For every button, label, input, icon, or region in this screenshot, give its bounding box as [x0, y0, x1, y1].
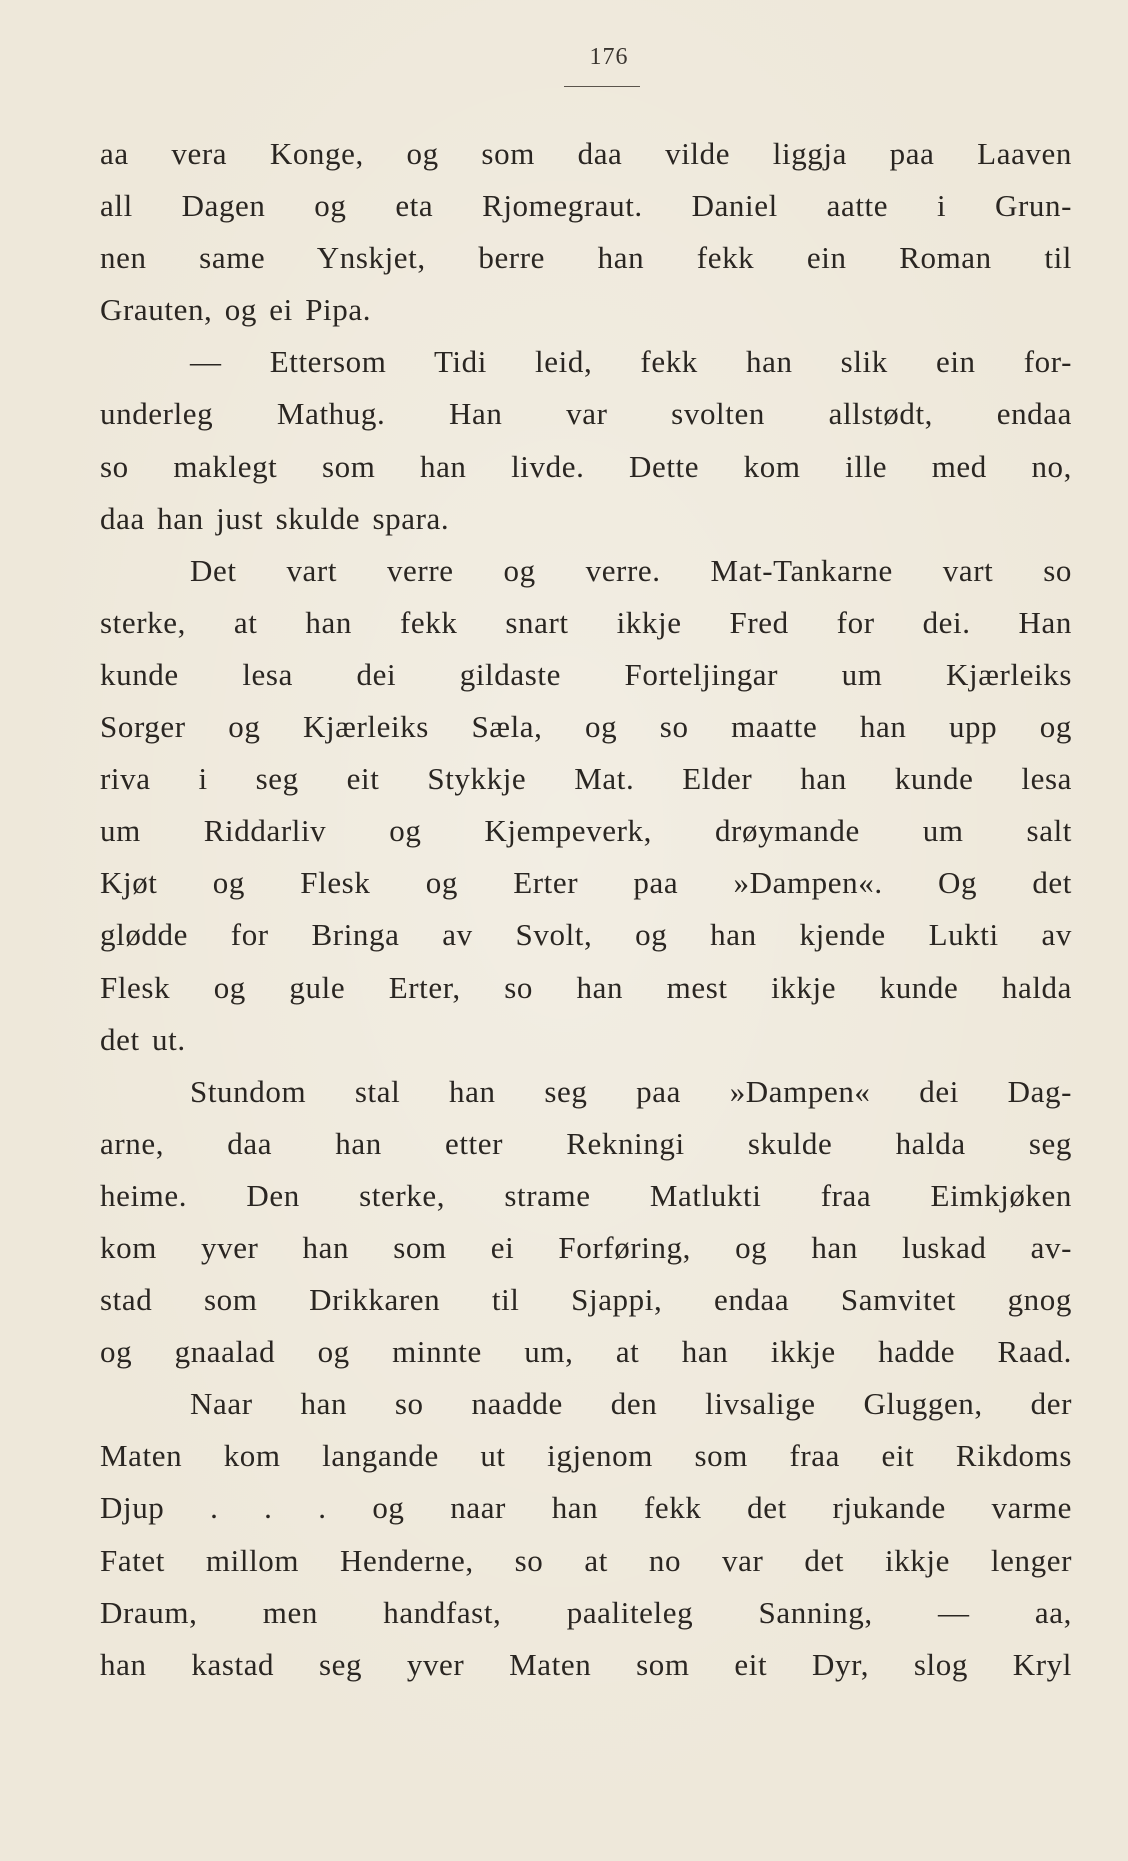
text-line: Djup . . . og naar han fekk det rjukande varme [100, 1490, 1072, 1526]
text-line: daa han just skulde spara. [100, 500, 450, 536]
text-line: Fatet millom Henderne, so at no var det ikkje lenger [100, 1542, 1072, 1578]
text-line: Naar han so naadde den livsalige Gluggen, der [190, 1386, 1072, 1422]
text-line: arne, daa han etter Rekningi skulde halda seg [100, 1125, 1072, 1161]
text-line: stad som Drikkaren til Sjappi, endaa Samvitet gnog [100, 1282, 1072, 1318]
text-line: Draum, men handfast, paaliteleg Sanning, — aa, [100, 1594, 1072, 1630]
text-line: Stundom stal han seg paa »Dampen« dei Dag- [190, 1073, 1072, 1109]
page-number: 176 [589, 44, 629, 70]
text-line: riva i seg eit Stykkje Mat. Elder han kunde lesa [100, 761, 1072, 797]
text-line: nen same Ynskjet, berre han fekk ein Roman til [100, 240, 1072, 276]
text-line: Maten kom langande ut igjenom som fraa eit Rikdoms [100, 1438, 1072, 1474]
text-line: glødde for Bringa av Svolt, og han kjende Lukti av [100, 917, 1072, 953]
text-line: all Dagen og eta Rjomegraut. Daniel aatte i Grun- [100, 188, 1072, 224]
text-line: Flesk og gule Erter, so han mest ikkje kunde halda [100, 969, 1072, 1005]
text-line: det ut. [100, 1021, 186, 1057]
text-line: kunde lesa dei gildaste Forteljingar um Kjærleiks [100, 656, 1072, 692]
text-line: — Ettersom Tidi leid, fekk han slik ein for- [190, 344, 1072, 380]
text-line: Det vart verre og verre. Mat-Tankarne vart so [190, 552, 1072, 588]
page-number-rule [564, 86, 640, 87]
text-line: so maklegt som han livde. Dette kom ille med no, [100, 448, 1072, 484]
text-line: og gnaalad og minnte um, at han ikkje hadde Raad. [100, 1334, 1072, 1370]
text-line: aa vera Konge, og som daa vilde liggja paa Laaven [100, 136, 1072, 171]
text-line: um Riddarliv og Kjempeverk, drøymande um salt [100, 813, 1072, 849]
text-line: kom yver han som ei Forføring, og han luskad av- [100, 1229, 1072, 1265]
body-text [100, 128, 1072, 1691]
text-line: han kastad seg yver Maten som eit Dyr, slog Kryl [100, 1646, 1072, 1682]
text-line: sterke, at han fekk snart ikkje Fred for dei. Han [100, 604, 1072, 640]
text-line: underleg Mathug. Han var svolten allstødt, endaa [100, 396, 1072, 432]
text-line: Sorger og Kjærleiks Sæla, og so maatte han upp og [100, 709, 1072, 745]
text-line: heime. Den sterke, strame Matlukti fraa Eimkjøken [100, 1177, 1072, 1213]
text-line: Grauten, og ei Pipa. [100, 292, 372, 328]
text-line: Kjøt og Flesk og Erter paa »Dampen«. Og det [100, 865, 1072, 901]
